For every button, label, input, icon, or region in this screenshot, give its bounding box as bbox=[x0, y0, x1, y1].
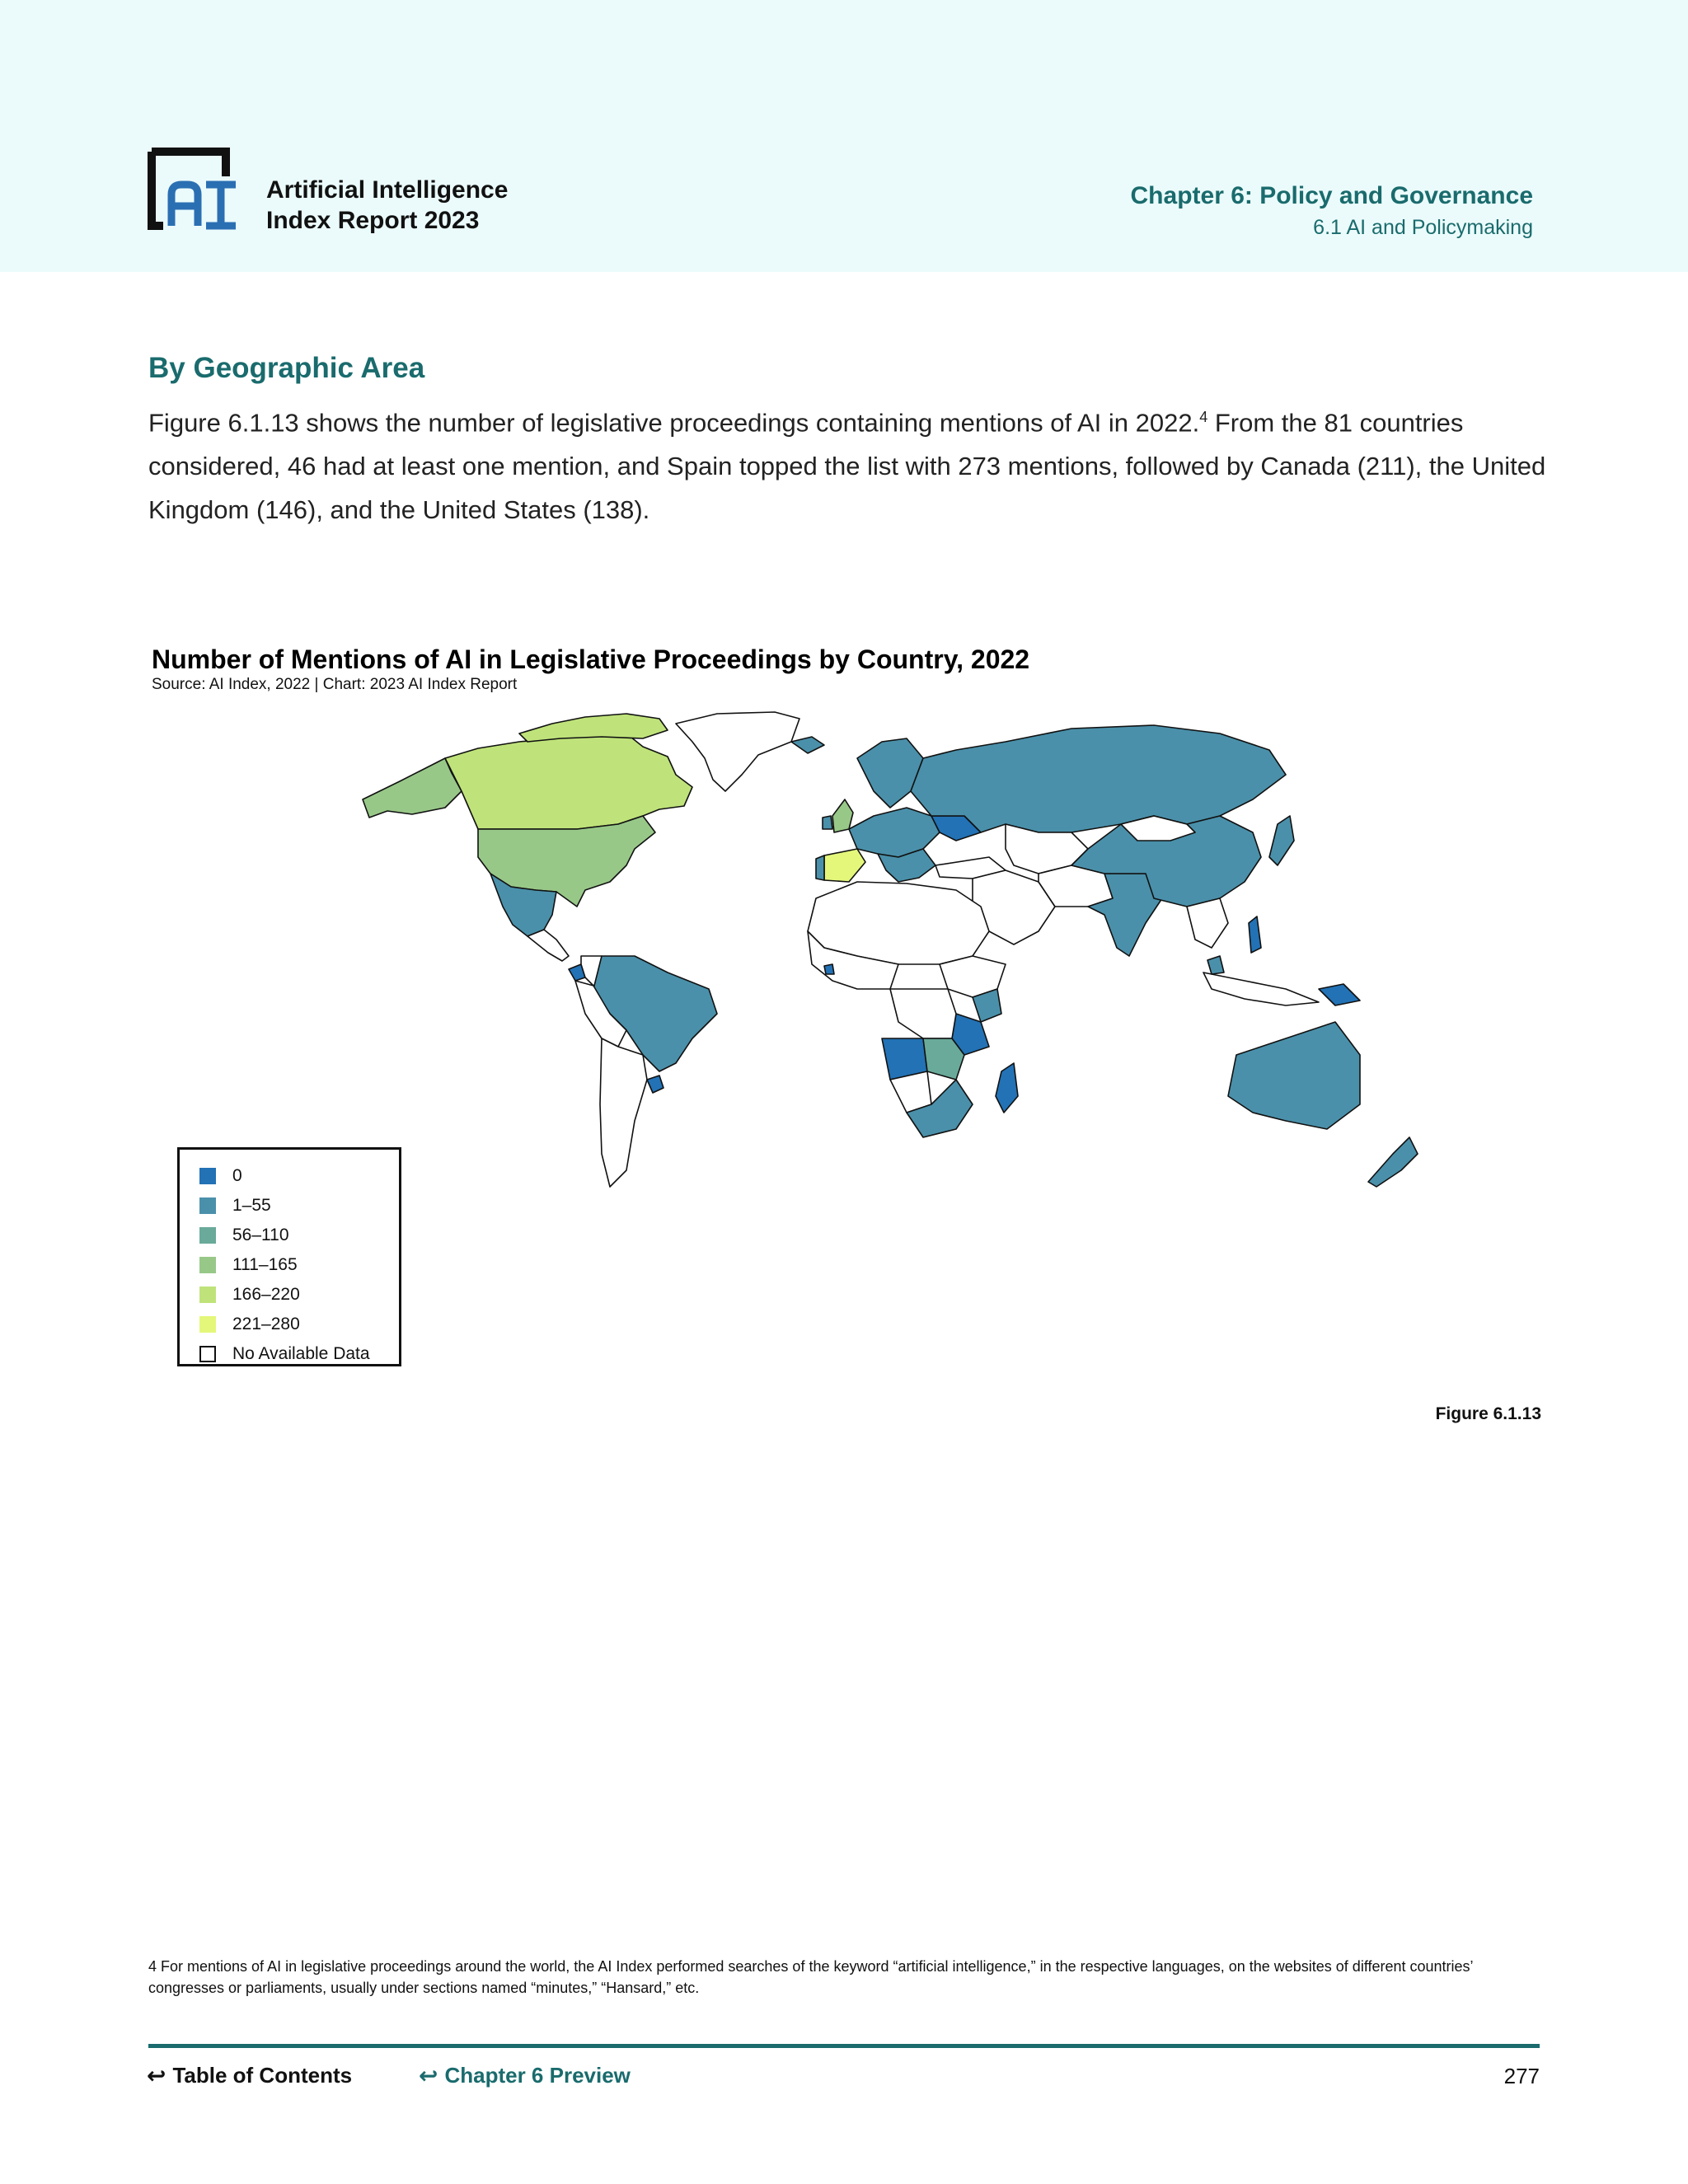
legend-label-5: 221–280 bbox=[232, 1315, 300, 1333]
return-arrow-icon: ↩ bbox=[147, 2063, 166, 2088]
legend-swatch-2 bbox=[199, 1227, 216, 1244]
report-title bbox=[266, 175, 508, 236]
country-central-africa bbox=[890, 989, 956, 1038]
country-portugal bbox=[816, 855, 824, 880]
country-new-zealand bbox=[1368, 1137, 1418, 1187]
country-se-asia bbox=[1187, 898, 1228, 948]
preview-label: Chapter 6 Preview bbox=[444, 2063, 631, 2088]
legend-swatch-0 bbox=[199, 1168, 216, 1184]
legend-row-1 bbox=[199, 1191, 399, 1221]
legend-row-3 bbox=[199, 1250, 399, 1280]
legend-swatch-6 bbox=[199, 1346, 216, 1362]
footnote-ref[interactable]: 4 bbox=[1199, 409, 1208, 425]
country-australia bbox=[1228, 1022, 1360, 1129]
legend-row-6 bbox=[199, 1339, 399, 1369]
country-canada-islands bbox=[519, 714, 668, 742]
country-iceland bbox=[791, 737, 824, 753]
legend-label-0: 0 bbox=[232, 1166, 242, 1185]
country-greenland bbox=[676, 712, 799, 791]
country-europe bbox=[849, 808, 940, 857]
country-indonesia bbox=[1203, 972, 1319, 1005]
legend-row-5 bbox=[199, 1310, 399, 1339]
country-ireland bbox=[823, 816, 832, 829]
table-of-contents-link[interactable] bbox=[147, 2062, 352, 2089]
map-legend bbox=[177, 1147, 401, 1366]
country-uruguay bbox=[647, 1076, 663, 1093]
country-canada bbox=[445, 733, 692, 829]
legend-swatch-1 bbox=[199, 1197, 216, 1214]
country-uk bbox=[832, 799, 853, 832]
footer-rule bbox=[148, 2044, 1540, 2048]
report-title-line2: Index Report 2023 bbox=[266, 207, 480, 234]
chapter-preview-link[interactable] bbox=[419, 2062, 631, 2089]
chart-source: Source: AI Index, 2022 | Chart: 2023 AI Index Report bbox=[152, 676, 518, 693]
footnote: 4 For mentions of AI in legislative proceedings around the world, the AI Index performed searches of the keyword “artificial intelligence,” in the respective languages, on the websites of different countries’ congresses or parliaments, usually under sections named “minutes,” “Hansard,” etc. bbox=[148, 1958, 1473, 1996]
country-japan bbox=[1269, 816, 1294, 865]
country-madagascar bbox=[996, 1063, 1018, 1113]
legend-label-6: No Available Data bbox=[232, 1344, 370, 1363]
figure-label: Figure 6.1.13 bbox=[1435, 1404, 1541, 1423]
legend-row-4 bbox=[199, 1280, 399, 1310]
country-sierra-leone bbox=[824, 964, 834, 974]
country-philippines bbox=[1249, 916, 1261, 953]
paragraph-text-cont: From the 81 countries considered, 46 had at least one mention, and Spain topped the list with 273 mentions, followed by Canada (211), the United Kingdom (146), and the United States (138). bbox=[148, 408, 1546, 525]
legend-row-2 bbox=[199, 1221, 399, 1250]
legend-swatch-4 bbox=[199, 1286, 216, 1303]
legend-label-3: 111–165 bbox=[232, 1255, 298, 1274]
legend-swatch-5 bbox=[199, 1316, 216, 1333]
country-malaysia bbox=[1207, 956, 1224, 974]
country-alaska bbox=[363, 758, 462, 818]
chart-title: Number of Mentions of AI in Legislative Proceedings by Country, 2022 bbox=[152, 644, 1030, 674]
country-png bbox=[1319, 984, 1360, 1005]
body-paragraph bbox=[148, 396, 1550, 532]
legend-label-1: 1–55 bbox=[232, 1196, 271, 1215]
legend-swatch-3 bbox=[199, 1257, 216, 1273]
paragraph-text: Figure 6.1.13 shows the number of legislative proceedings containing mentions of AI in 2022. bbox=[148, 408, 1200, 438]
legend-label-2: 56–110 bbox=[232, 1226, 289, 1244]
ai-index-logo-icon bbox=[147, 147, 239, 231]
legend-row-0 bbox=[199, 1161, 399, 1191]
section-heading: By Geographic Area bbox=[148, 352, 425, 384]
world-map bbox=[330, 709, 1484, 1269]
country-spain bbox=[824, 849, 865, 882]
page-number: 277 bbox=[1503, 2064, 1540, 2088]
country-argentina bbox=[600, 1038, 647, 1187]
country-russia bbox=[911, 725, 1286, 832]
country-scandinavia bbox=[857, 738, 923, 808]
chapter-subtitle[interactable]: 6.1 AI and Policymaking bbox=[1313, 216, 1533, 239]
chapter-title[interactable]: Chapter 6: Policy and Governance bbox=[1130, 182, 1533, 209]
country-central-america bbox=[528, 930, 569, 961]
report-title-line1: Artificial Intelligence bbox=[266, 176, 509, 204]
legend-label-4: 166–220 bbox=[232, 1285, 300, 1304]
toc-label: Table of Contents bbox=[172, 2063, 353, 2088]
chapter-block bbox=[1131, 180, 1533, 242]
return-arrow-icon: ↩ bbox=[419, 2063, 438, 2088]
